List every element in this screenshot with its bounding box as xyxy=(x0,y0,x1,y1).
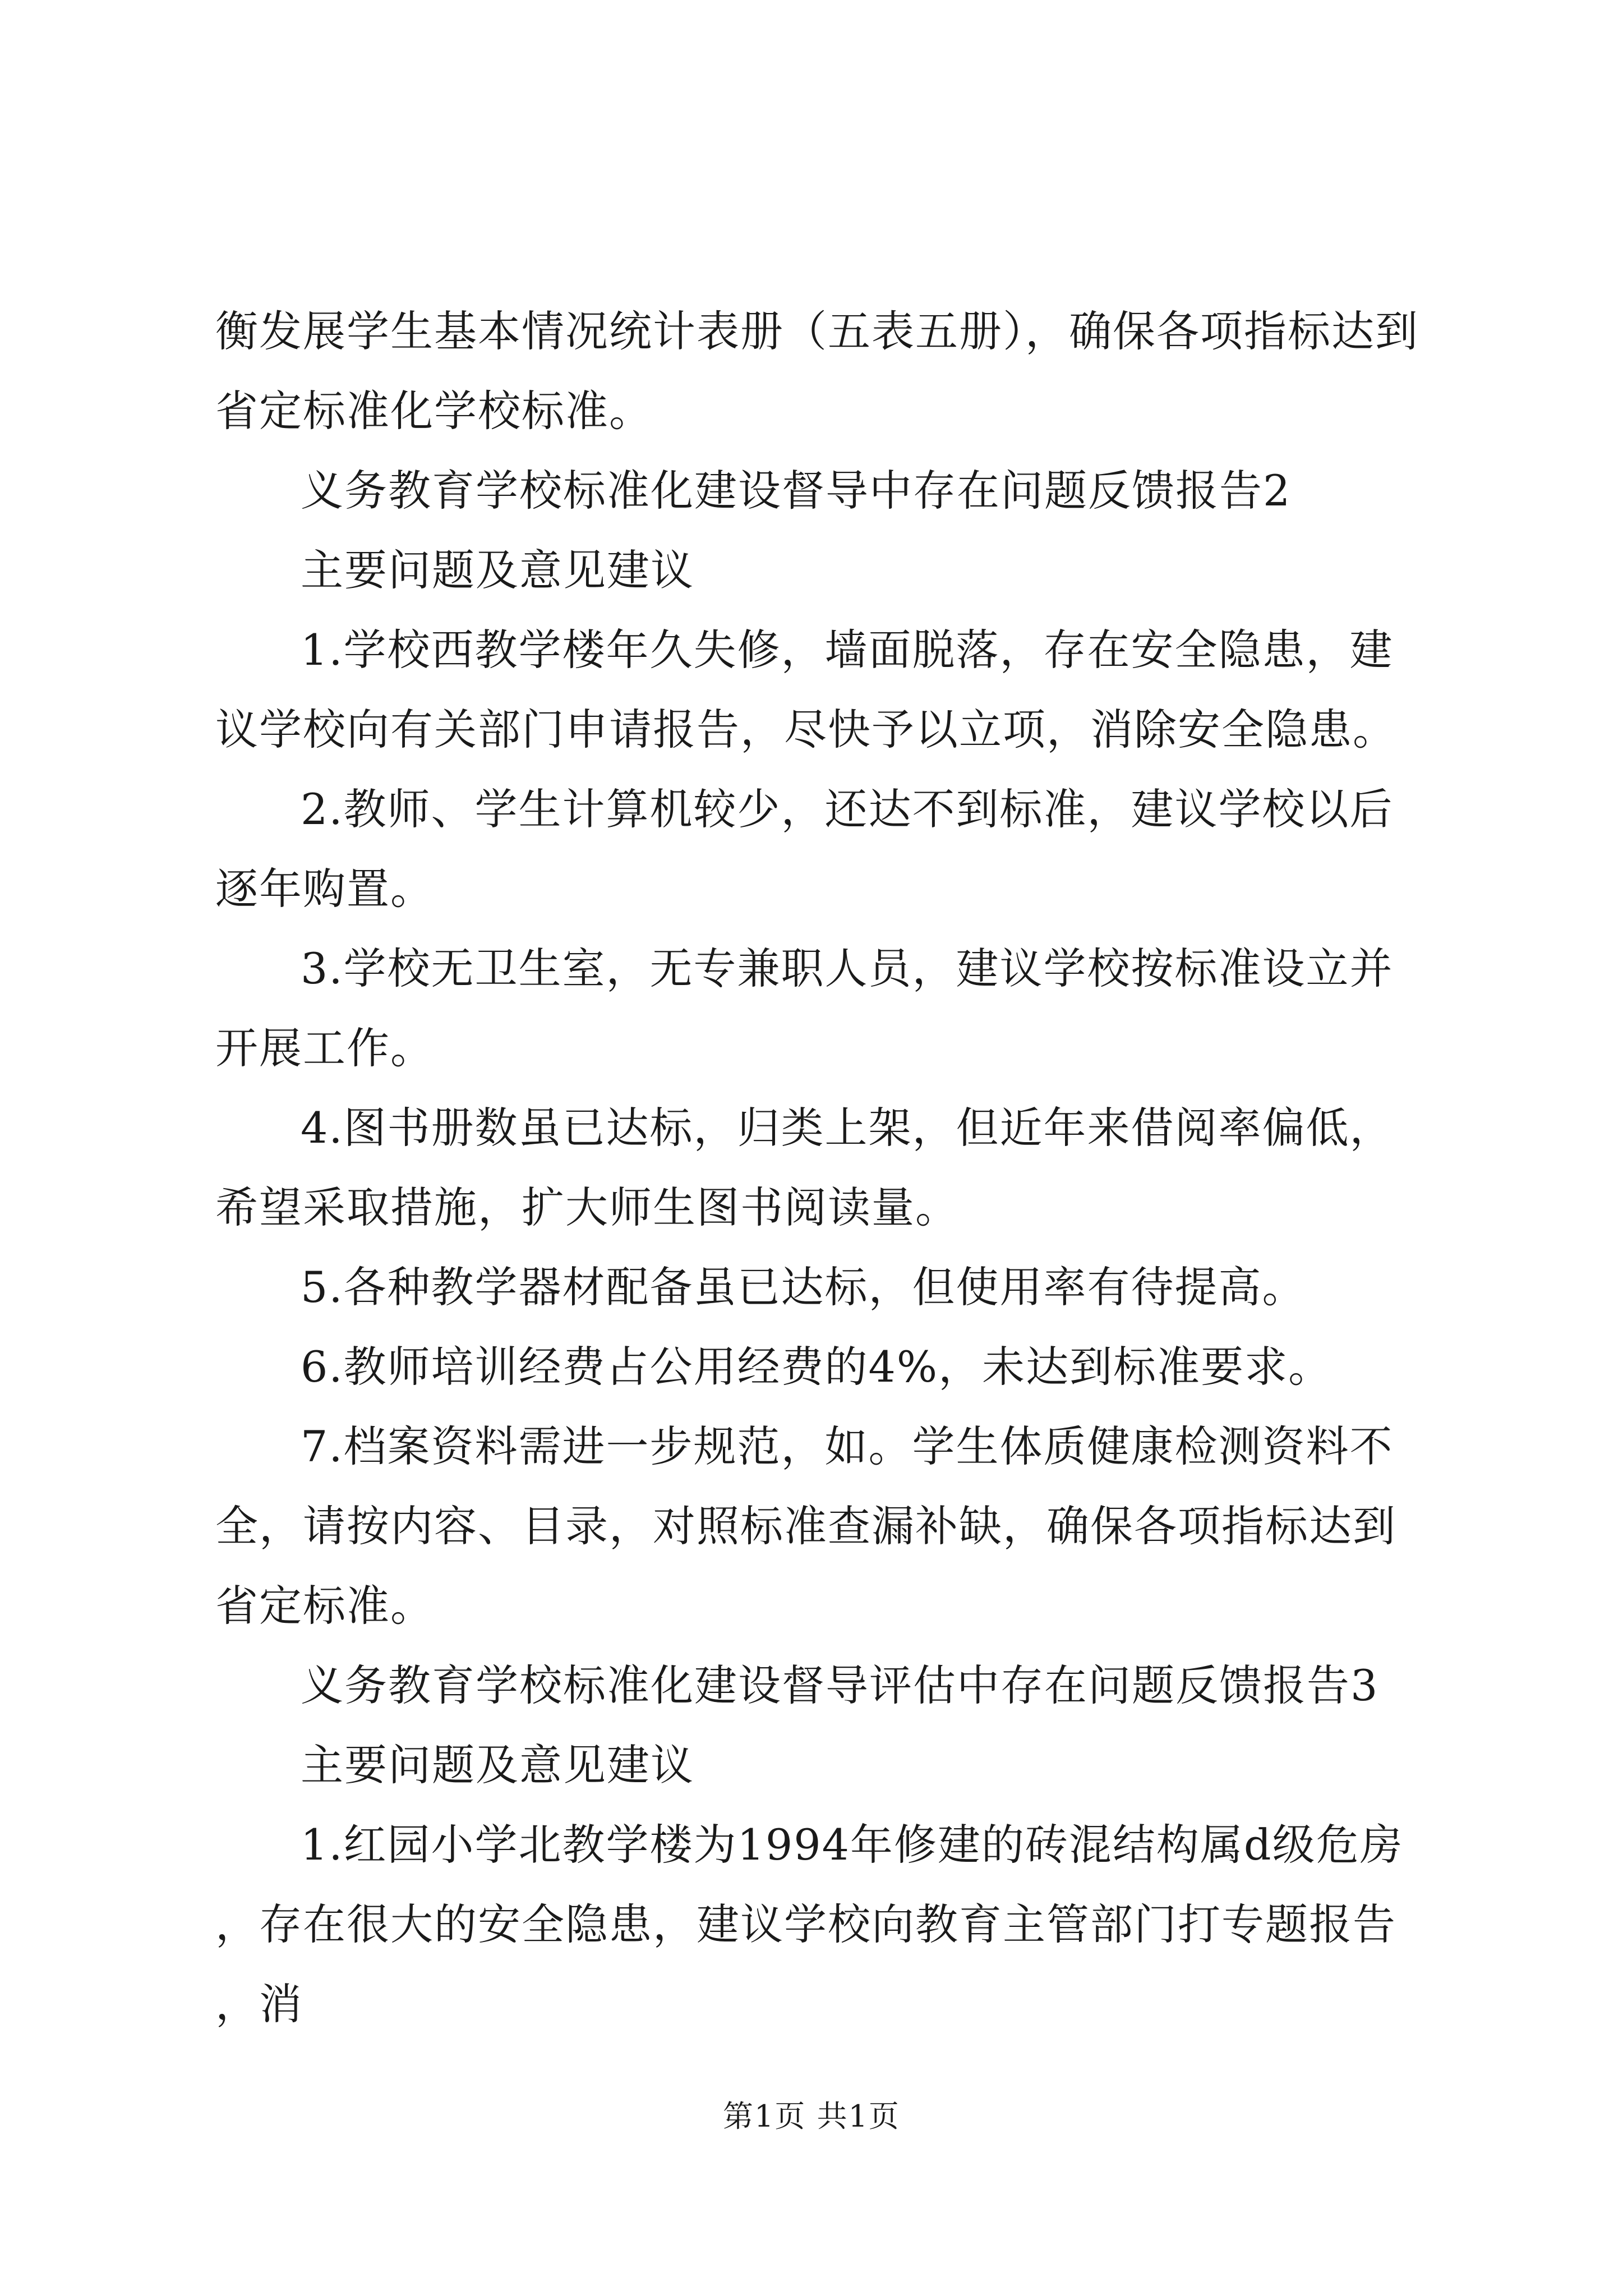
list-item: 7.档案资料需进一步规范，如。学生体质健康检测资料不全，请按内容、目录，对照标准查漏补缺，确保各项指标达到省定标准。 xyxy=(215,1421,1396,1631)
section-heading-report-2: 义务教育学校标准化建设督导中存在问题反馈报告2 xyxy=(301,466,1292,516)
list-item: 6.教师培训经费占公用经费的4%，未达到标准要求。 xyxy=(301,1342,1332,1392)
list-item: 1.学校西教学楼年久失修，墙面脱落，存在安全隐患，建议学校向有关部门申请报告，尽快予以立项，消除安全隐患。 xyxy=(215,625,1396,754)
page-number-footer: 第1页 共1页 xyxy=(723,2099,900,2134)
list-item: 3.学校无卫生室，无专兼职人员，建议学校按标准设立并开展工作。 xyxy=(215,944,1394,1073)
subheading-problems-suggestions: 主要问题及意见建议 xyxy=(301,1740,694,1790)
list-item: 5.各种教学器材配备虽已达标，但使用率有待提高。 xyxy=(301,1262,1306,1312)
list-item: 4.图书册数虽已达标，归类上架，但近年来借阅率偏低，希望采取措施，扩大师生图书阅读量。 xyxy=(215,1103,1394,1232)
document-body xyxy=(215,292,1421,2044)
paragraph-continuation: 衡发展学生基本情况统计表册（五表五册），确保各项指标达到省定标准化学校标准。 xyxy=(215,306,1419,436)
subheading-problems-suggestions: 主要问题及意见建议 xyxy=(301,545,694,595)
list-item: 1.红园小学北教学楼为1994年修建的砖混结构属d级危房，存在很大的安全隐患，建议学校向教育主管部门打专题报告，消 xyxy=(215,1820,1404,2029)
list-item: 2.教师、学生计算机较少，还达不到标准，建议学校以后逐年购置。 xyxy=(215,784,1394,914)
section-heading-report-3: 义务教育学校标准化建设督导评估中存在问题反馈报告3 xyxy=(301,1660,1379,1710)
